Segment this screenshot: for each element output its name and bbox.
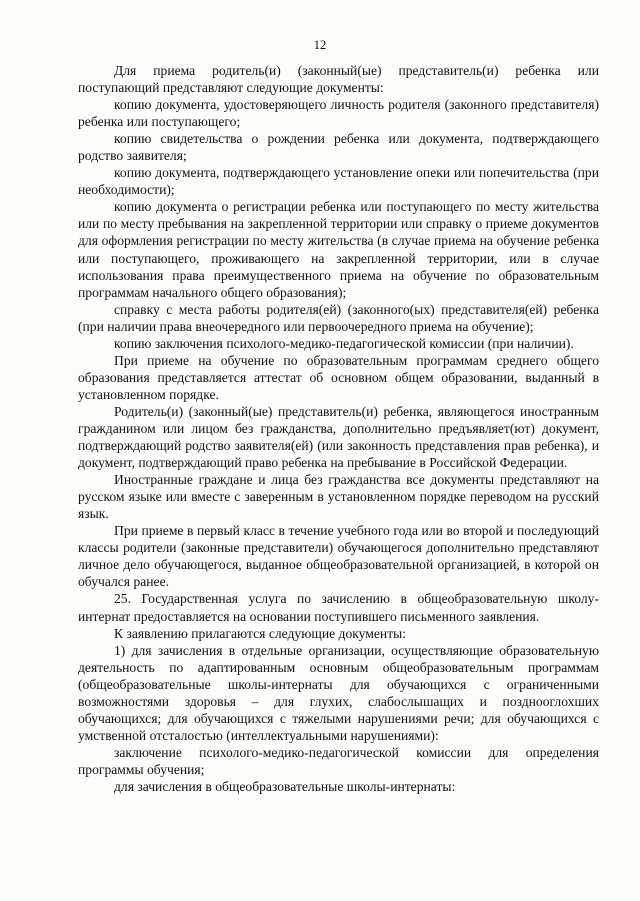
paragraph-pmpk-program: заключение психолого-медико-педагогической комиссии для определения программы обучения; bbox=[78, 744, 599, 777]
paragraph-employment-certificate: справку с места работы родителя(ей) (законного(ых) представителя(ей) ребенка (при наличии права внеочередного или первоочередного приема на обучение); bbox=[78, 301, 599, 334]
paragraph-registration-document: копию документа о регистрации ребенка или поступающего по месту жительства или по месту пребывания на закрепленной территории или справку о приеме документов для оформления регистрации по месту жительства (в случае приема на обучение ребенка или поступающего, проживающего на закрепленной территории, или в случае использования права преимущественного приема на обучение по образовательным программам начального общего образования); bbox=[78, 199, 599, 300]
paragraph-section-25: 25. Государственная услуга по зачислению в общеобразовательную школу-интернат предоставляется на основании поступившего письменного заявления. bbox=[78, 591, 599, 624]
paragraph-adapted-programs: 1) для зачисления в отдельные организации, осуществляющие образовательную деятельность по адаптированным основным общеобразовательным программам (общеобразовательные школы-интернаты для обучающихся с ограниченными возможностями здоровья – для глухих, слабослышащих и позднооглохших обучающихся; для обучающихся с тяжелыми нарушениями речи; для обучающихся с умственной отсталостью (интеллектуальными нарушениями): bbox=[78, 642, 599, 743]
paragraph-birth-certificate: копию свидетельства о рождении ребенка или документа, подтверждающего родство заявителя; bbox=[78, 131, 599, 164]
body-text bbox=[78, 62, 599, 795]
paragraph-guardianship-document: копию документа, подтверждающего установление опеки или попечительства (при необходимости); bbox=[78, 165, 599, 198]
page-number: 12 bbox=[313, 38, 327, 52]
paragraph-documents-intro: Для приема родитель(и) (законный(ые) представитель(и) ребенка или поступающий представляют следующие документы: bbox=[78, 63, 599, 96]
paragraph-pmpk-conclusion: копию заключения психолого-медико-педагогической комиссии (при наличии). bbox=[114, 335, 574, 351]
paragraph-attached-documents: К заявлению прилагаются следующие документы: bbox=[114, 625, 407, 641]
paragraph-translation-requirement: Иностранные граждане и лица без гражданства все документы представляют на русском языке или вместе с заверенным в установленном порядке переводом на русский язык. bbox=[78, 472, 599, 522]
paragraph-foreign-citizen-parents: Родитель(и) (законный(ые) представитель(и) ребенка, являющегося иностранным гражданином или лицом без гражданства, дополнительно предъявляет(ют) документ, подтверждающий родство заявителя(ей) (или законность представления прав ребенка), и документ, подтверждающий право ребенка на пребывание в Российской Федерации. bbox=[78, 403, 599, 471]
paragraph-secondary-education: При приеме на обучение по образовательным программам среднего общего образования представляется аттестат об основном общем образовании, выданный в установленном порядке. bbox=[78, 352, 599, 402]
paragraph-boarding-schools: для зачисления в общеобразовательные школы-интернаты: bbox=[114, 778, 456, 794]
paragraph-mid-year-admission: При приеме в первый класс в течение учебного года или во второй и последующий классы родители (законные представители) обучающегося дополнительно представляют личное дело обучающегося, выданное общеобразовательной организацией, в которой он обучался ранее. bbox=[78, 523, 599, 590]
paragraph-identity-document: копию документа, удостоверяющего личность родителя (законного представителя) ребенка или поступающего; bbox=[78, 97, 599, 130]
